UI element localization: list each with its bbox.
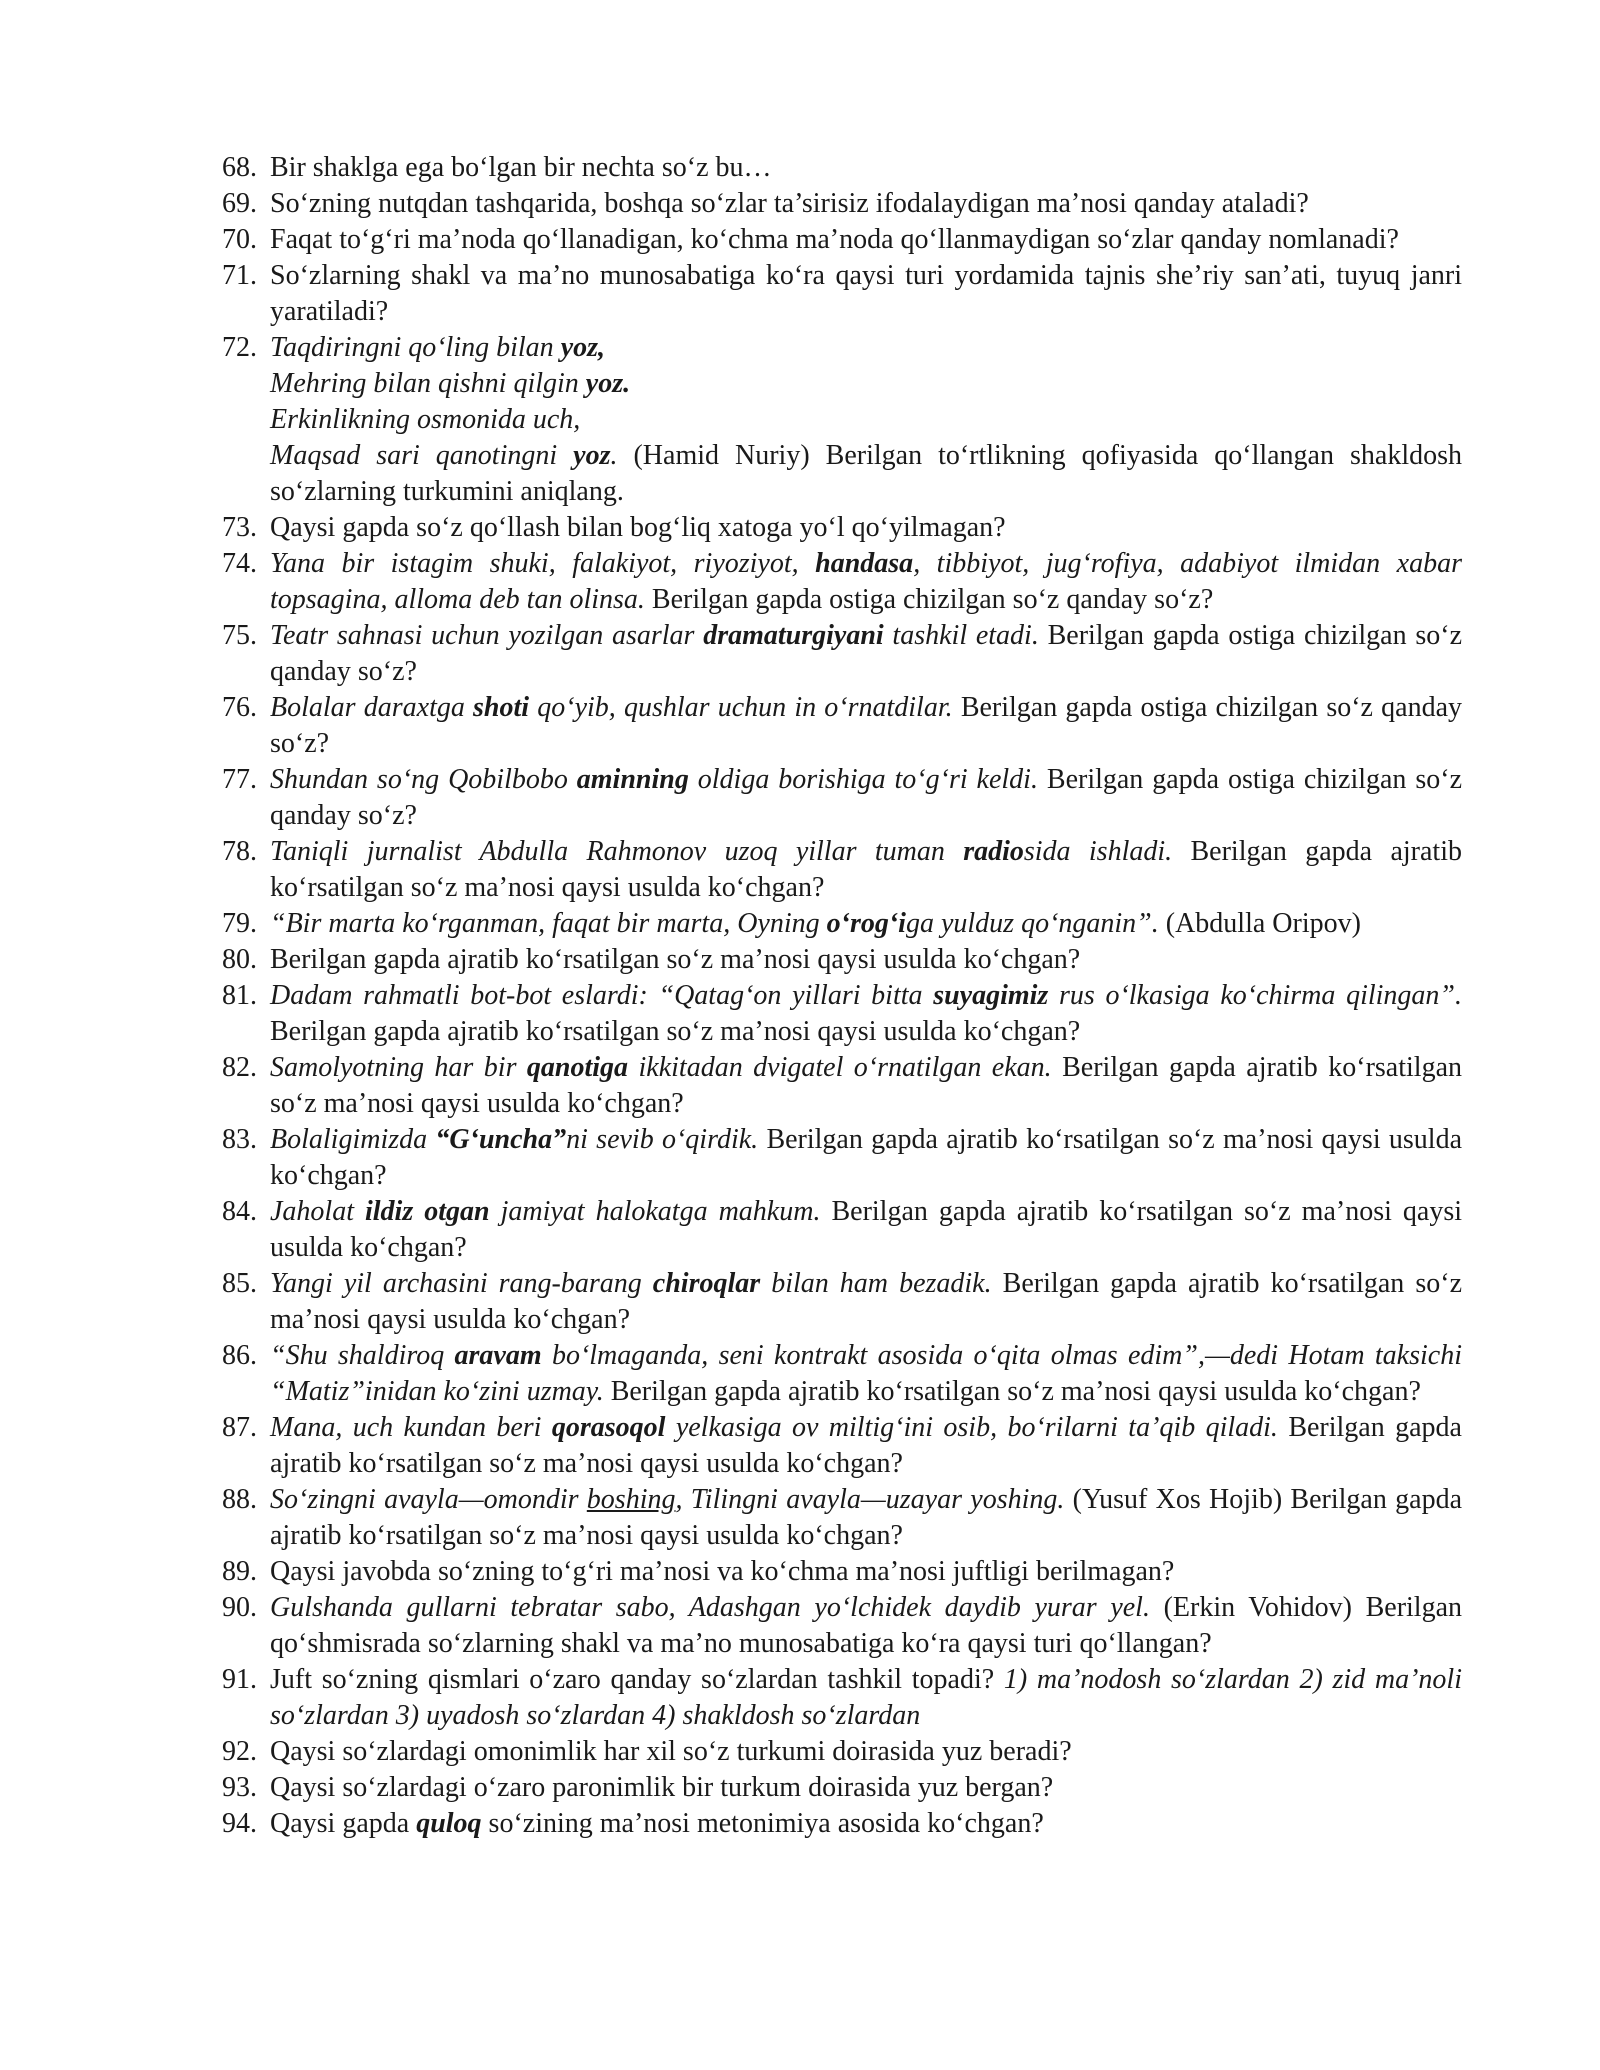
text-segment: Teatr sahnasi uchun yozilgan asarlar <box>270 620 704 651</box>
question-text <box>270 546 1462 618</box>
question-text <box>270 1662 1462 1734</box>
text-segment: Berilgan gapda ajratib ko‘rsatilgan so‘z ma’nosi qaysi usulda ko‘chgan? <box>270 1124 1462 1191</box>
question-item <box>222 510 1462 546</box>
question-number: 74. <box>222 548 257 579</box>
question-item <box>222 1806 1462 1842</box>
text-segment: tashkil etadi. <box>883 620 1039 651</box>
question-text <box>270 942 1462 978</box>
document-page <box>222 150 1462 1842</box>
question-number: 83. <box>222 1124 257 1155</box>
question-text <box>270 1590 1462 1662</box>
question-number: 76. <box>222 692 257 723</box>
emphasized-word: radio <box>963 836 1024 867</box>
text-segment: Faqat to‘g‘ri ma’noda qo‘llanadigan, ko‘chma ma’noda qo‘llanmaydigan so‘zlar qanday nomlanadi? <box>270 224 1399 255</box>
emphasized-word: yoz <box>573 440 611 471</box>
emphasized-word: suyagimiz <box>933 980 1049 1011</box>
question-number: 94. <box>222 1808 257 1839</box>
emphasized-word: ildiz otgan <box>365 1196 490 1227</box>
question-number: 93. <box>222 1772 257 1803</box>
question-text <box>270 978 1462 1050</box>
question-item <box>222 1734 1462 1770</box>
question-list <box>222 150 1462 1842</box>
text-segment: “Bir marta ko‘rganman, faqat bir marta, Oyning <box>270 908 827 939</box>
text-segment: Juft so‘zning qismlari o‘zaro qanday so‘zlardan tashkil topadi? <box>270 1664 1004 1695</box>
text-segment: Qaysi javobda so‘zning to‘g‘ri ma’nosi va ko‘chma ma’nosi juftligi berilmagan? <box>270 1556 1175 1587</box>
emphasized-word: qorasoqol <box>551 1412 666 1443</box>
emphasized-word: shoti <box>473 692 530 723</box>
question-text <box>270 1050 1462 1122</box>
text-segment: Taniqli jurnalist Abdulla Rahmonov uzoq yillar tuman <box>270 836 964 867</box>
text-segment: Berilgan gapda ajratib ko‘rsatilgan so‘z ma’nosi qaysi usulda ko‘chgan? <box>270 1016 1081 1047</box>
text-segment: jamiyat halokatga mahkum. <box>489 1196 821 1227</box>
text-segment: ga yulduz qo‘nganin”. <box>905 908 1159 939</box>
text-segment: Berilgan gapda ajratib ko‘rsatilgan so‘z ma’nosi qaysi usulda ko‘chgan? <box>603 1376 1421 1407</box>
question-text <box>270 150 1462 186</box>
text-segment: bo‘lmaganda, seni kontrakt asosida o‘qita olmas edim”,—dedi Hotam taksichi “Matiz”inidan ko‘zini uzmay. <box>270 1340 1462 1407</box>
text-segment: Bolalar daraxtga <box>270 692 474 723</box>
emphasized-word: yoz. <box>585 368 631 399</box>
text-segment: Qaysi so‘zlardagi omonimlik har xil so‘z turkumi doirasida yuz beradi? <box>270 1736 1072 1767</box>
question-item <box>222 546 1462 618</box>
text-segment: (Yusuf Xos Hojib) Berilgan gapda ajratib ko‘rsatilgan so‘z ma’nosi qaysi usulda ko‘chgan? <box>270 1484 1462 1551</box>
question-text <box>270 186 1462 222</box>
text-segment: oldiga borishiga to‘g‘ri keldi. <box>688 764 1038 795</box>
text-segment: So‘zingni avayla—omondir <box>270 1484 587 1515</box>
question-number: 73. <box>222 512 257 543</box>
text-segment: Shundan so‘ng Qobilbobo <box>270 764 577 795</box>
question-text <box>270 1266 1462 1338</box>
poem-line <box>270 330 1462 366</box>
text-segment: Jaholat <box>270 1196 365 1227</box>
question-text <box>270 222 1462 258</box>
question-text <box>270 690 1462 762</box>
text-segment: Mehring bilan qishni qilgin <box>270 368 586 399</box>
question-item <box>222 1590 1462 1662</box>
question-number: 72. <box>222 332 257 363</box>
emphasized-word: qanotiga <box>526 1052 629 1083</box>
text-segment: Qaysi so‘zlardagi o‘zaro paronimlik bir turkum doirasida yuz bergan? <box>270 1772 1054 1803</box>
question-number: 91. <box>222 1664 257 1695</box>
question-number: 86. <box>222 1340 257 1371</box>
text-segment: Yangi yil archasini rang-barang <box>270 1268 653 1299</box>
text-segment: ni sevib o‘qirdik. <box>566 1124 759 1155</box>
question-text <box>270 1554 1462 1590</box>
question-text <box>270 906 1462 942</box>
question-number: 68. <box>222 152 257 183</box>
question-number: 79. <box>222 908 257 939</box>
text-segment: Samolyotning har bir <box>270 1052 527 1083</box>
question-item <box>222 1410 1462 1482</box>
question-number: 84. <box>222 1196 257 1227</box>
question-number: 82. <box>222 1052 257 1083</box>
text-segment: bilan ham bezadik. <box>760 1268 992 1299</box>
question-number: 69. <box>222 188 257 219</box>
text-segment: Bolaligimizda <box>270 1124 436 1155</box>
text-segment: 1) ma’nodosh so‘zlardan 2) zid ma’noli so‘zlardan 3) uyadosh so‘zlardan 4) shakldosh so‘zlardan <box>270 1664 1462 1731</box>
question-item <box>222 1770 1462 1806</box>
question-text <box>270 834 1462 906</box>
emphasized-word: “G‘uncha” <box>435 1124 567 1155</box>
poem-line <box>270 438 1462 510</box>
question-number: 78. <box>222 836 257 867</box>
text-segment: . <box>610 440 618 471</box>
question-item <box>222 690 1462 762</box>
text-segment: (Hamid Nuriy) Berilgan to‘rtlikning qofiyasida qo‘llangan shakldosh so‘zlarning turkumini aniqlang. <box>270 440 1462 507</box>
question-text <box>270 1482 1462 1554</box>
text-segment: Gulshanda gullarni tebratar sabo, Adashgan yo‘lchidek daydib yurar yel. <box>270 1592 1150 1623</box>
text-segment: Berilgan gapda ajratib ko‘rsatilgan so‘z ma’nosi qaysi usulda ko‘chgan? <box>270 1412 1462 1479</box>
question-item <box>222 618 1462 690</box>
question-number: 92. <box>222 1736 257 1767</box>
text-segment: Berilgan gapda ajratib ko‘rsatilgan so‘z ma’nosi qaysi usulda ko‘chgan? <box>270 1052 1462 1119</box>
question-item <box>222 1122 1462 1194</box>
question-number: 77. <box>222 764 257 795</box>
text-segment: (Erkin Vohidov) Berilgan qo‘shmisrada so‘zlarning shakl va ma’no munosabatiga ko‘ra qaysi turi qo‘llangan? <box>270 1592 1462 1659</box>
text-segment: Bir shaklga ega bo‘lgan bir nechta so‘z bu… <box>270 152 772 183</box>
emphasized-word: quloq <box>416 1808 482 1839</box>
text-segment: Berilgan gapda ostiga chizilgan so‘z qanday so‘z? <box>270 692 1462 759</box>
emphasized-word: aravam <box>454 1340 542 1371</box>
question-item <box>222 1194 1462 1266</box>
question-number: 87. <box>222 1412 257 1443</box>
question-number: 80. <box>222 944 257 975</box>
question-item <box>222 1050 1462 1122</box>
emphasized-word: yoz, <box>560 332 606 363</box>
poem-line <box>270 366 1462 402</box>
question-item <box>222 942 1462 978</box>
text-segment: Mana, uch kundan beri <box>270 1412 552 1443</box>
emphasized-word: dramaturgiyani <box>703 620 884 651</box>
question-item <box>222 222 1462 258</box>
text-segment: Berilgan gapda ajratib ko‘rsatilgan so‘z ma’nosi qaysi usulda ko‘chgan? <box>270 1268 1462 1335</box>
question-item <box>222 1266 1462 1338</box>
text-segment: ikkitadan dvigatel o‘rnatilgan ekan. <box>628 1052 1052 1083</box>
question-text <box>270 1770 1462 1806</box>
text-segment: Berilgan gapda ajratib ko‘rsatilgan so‘z ma’nosi qaysi usulda ko‘chgan? <box>270 944 1081 975</box>
text-segment: Erkinlikning osmonida uch, <box>270 404 581 435</box>
question-number: 88. <box>222 1484 257 1515</box>
question-text <box>270 1734 1462 1770</box>
question-text <box>270 1806 1462 1842</box>
text-segment: Taqdiringni qo‘ling bilan <box>270 332 561 363</box>
question-item <box>222 834 1462 906</box>
text-segment: Qaysi gapda so‘z qo‘llash bilan bog‘liq xatoga yo‘l qo‘yilmagan? <box>270 512 1006 543</box>
text-segment: Maqsad sari qanotingni <box>270 440 574 471</box>
text-segment: So‘zning nutqdan tashqarida, boshqa so‘zlar ta’sirisiz ifodalaydigan ma’nosi qanday ataladi? <box>270 188 1309 219</box>
question-item <box>222 1662 1462 1734</box>
question-text <box>270 762 1462 834</box>
underlined-word: boshing <box>586 1484 676 1515</box>
question-text <box>270 618 1462 690</box>
text-segment: Berilgan gapda ajratib ko‘rsatilgan so‘z ma’nosi qaysi usulda ko‘chgan? <box>270 836 1462 903</box>
text-segment: rus o‘lkasiga ko‘chirma qilingan”. <box>1048 980 1462 1011</box>
text-segment: Berilgan gapda ostiga chizilgan so‘z qanday so‘z? <box>644 584 1214 615</box>
text-segment: (Abdulla Oripov) <box>1158 908 1361 939</box>
question-item <box>222 186 1462 222</box>
question-item <box>222 330 1462 510</box>
emphasized-word: o‘rog‘i <box>826 908 906 939</box>
poem-line <box>270 402 1462 438</box>
question-item <box>222 150 1462 186</box>
text-segment: Berilgan gapda ostiga chizilgan so‘z qanday so‘z? <box>270 620 1463 687</box>
text-segment: yelkasiga ov miltig‘ini osib, bo‘rilarni ta’qib qiladi. <box>665 1412 1278 1443</box>
text-segment: Berilgan gapda ostiga chizilgan so‘z qanday so‘z? <box>270 764 1463 831</box>
text-segment: So‘zlarning shakl va ma’no munosabatiga ko‘ra qaysi turi yordamida tajnis she’riy san’ati, tuyuq janri yaratiladi? <box>270 260 1462 327</box>
text-segment: “Shu shaldiroq <box>270 1340 455 1371</box>
question-item <box>222 258 1462 330</box>
text-segment: , Tilingni avayla—uzayar yoshing. <box>675 1484 1065 1515</box>
emphasized-word: aminning <box>576 764 689 795</box>
question-text <box>270 1338 1462 1410</box>
question-text <box>270 1194 1462 1266</box>
question-item <box>222 1482 1462 1554</box>
text-segment: Berilgan gapda ajratib ko‘rsatilgan so‘z ma’nosi qaysi usulda ko‘chgan? <box>270 1196 1462 1263</box>
text-segment: so‘zining ma’nosi metonimiya asosida ko‘chgan? <box>481 1808 1044 1839</box>
question-number: 71. <box>222 260 257 291</box>
question-number: 90. <box>222 1592 257 1623</box>
question-text <box>270 1122 1462 1194</box>
emphasized-word: chiroqlar <box>652 1268 761 1299</box>
emphasized-word: handasa <box>815 548 914 579</box>
question-number: 81. <box>222 980 257 1011</box>
question-text <box>270 1410 1462 1482</box>
text-segment: qo‘yib, qushlar uchun in o‘rnatdilar. <box>529 692 953 723</box>
text-segment: Yana bir istagim shuki, falakiyot, riyoziyot, <box>270 548 816 579</box>
question-item <box>222 1338 1462 1410</box>
question-number: 89. <box>222 1556 257 1587</box>
text-segment: , tibbiyot, jug‘rofiya, adabiyot ilmidan xabar topsagina, alloma deb tan olinsa. <box>270 548 1462 615</box>
question-number: 85. <box>222 1268 257 1299</box>
question-item <box>222 906 1462 942</box>
question-number: 75. <box>222 620 257 651</box>
question-text <box>270 510 1462 546</box>
question-item <box>222 762 1462 834</box>
question-item <box>222 978 1462 1050</box>
text-segment: Qaysi gapda <box>270 1808 417 1839</box>
text-segment: Dadam rahmatli bot-bot eslardi: “Qatag‘on yillari bitta <box>270 980 934 1011</box>
question-text <box>270 258 1462 330</box>
question-item <box>222 1554 1462 1590</box>
question-number: 70. <box>222 224 257 255</box>
text-segment: sida ishladi. <box>1023 836 1173 867</box>
question-text <box>270 330 1462 510</box>
